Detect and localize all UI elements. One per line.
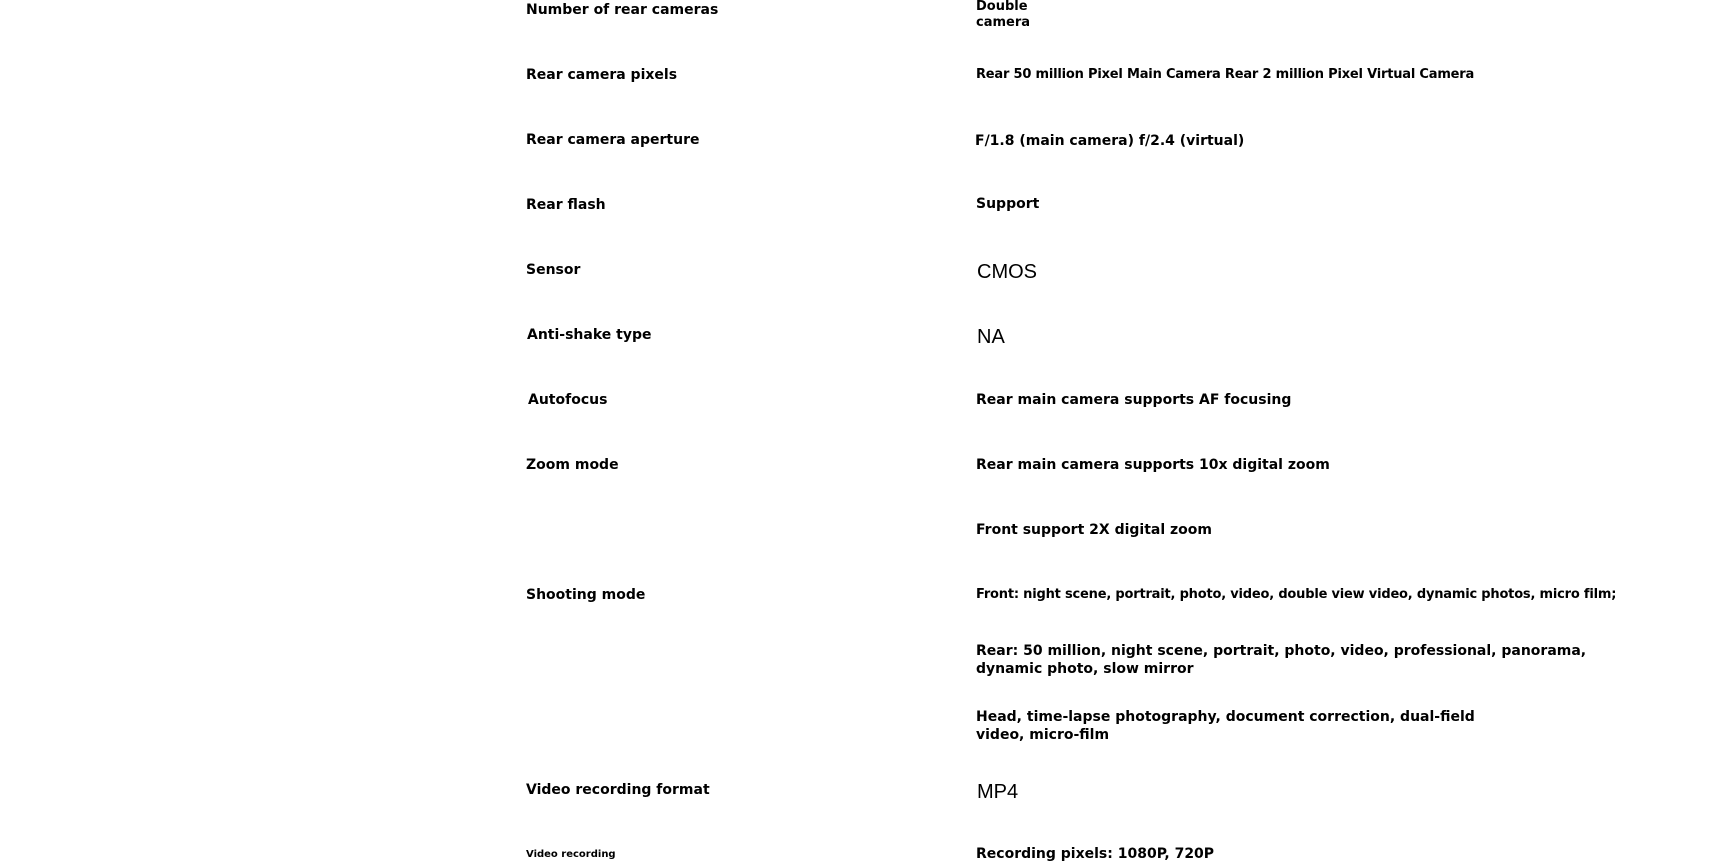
spec-value-shooting-mode-extra: Head, time-lapse photography, document correction, dual-field video, micro-film	[976, 709, 1475, 743]
spec-label-video-recording: Video recording	[526, 849, 616, 860]
spec-label-rear-camera-count: Number of rear cameras	[526, 2, 719, 18]
spec-label-sensor: Sensor	[526, 262, 581, 278]
spec-value-video-recording: Recording pixels: 1080P, 720P	[976, 846, 1215, 862]
spec-label-rear-camera-pixels: Rear camera pixels	[526, 67, 678, 83]
spec-label-zoom-mode: Zoom mode	[526, 457, 619, 473]
spec-value-zoom-mode-rear: Rear main camera supports 10x digital zoom	[976, 457, 1330, 473]
spec-value-video-recording-format: MP4	[977, 781, 1019, 803]
spec-value-rear-camera-aperture: F/1.8 (main camera) f/2.4 (virtual)	[975, 133, 1245, 149]
spec-value-autofocus: Rear main camera supports AF focusing	[976, 392, 1292, 408]
spec-label-rear-camera-aperture: Rear camera aperture	[526, 132, 700, 148]
spec-value-rear-flash: Support	[976, 196, 1040, 212]
spec-value-shooting-mode-front: Front: night scene, portrait, photo, video, double view video, dynamic photos, micro film;	[976, 587, 1617, 602]
spec-label-anti-shake-type: Anti-shake type	[527, 327, 652, 343]
spec-value-rear-camera-count: Double camera	[976, 0, 1031, 30]
spec-value-zoom-mode-front: Front support 2X digital zoom	[976, 522, 1212, 538]
spec-value-rear-camera-pixels: Rear 50 million Pixel Main Camera Rear 2 million Pixel Virtual Camera	[976, 67, 1475, 82]
spec-value-shooting-mode-rear: Rear: 50 million, night scene, portrait, photo, video, professional, panorama, dynamic photo, slow mirror	[976, 643, 1587, 677]
spec-label-shooting-mode: Shooting mode	[526, 587, 646, 603]
spec-label-video-recording-format: Video recording format	[526, 782, 710, 798]
spec-value-sensor: CMOS	[977, 261, 1037, 283]
spec-label-autofocus: Autofocus	[528, 392, 608, 408]
spec-value-anti-shake-type: NA	[977, 326, 1005, 348]
spec-label-rear-flash: Rear flash	[526, 197, 606, 213]
